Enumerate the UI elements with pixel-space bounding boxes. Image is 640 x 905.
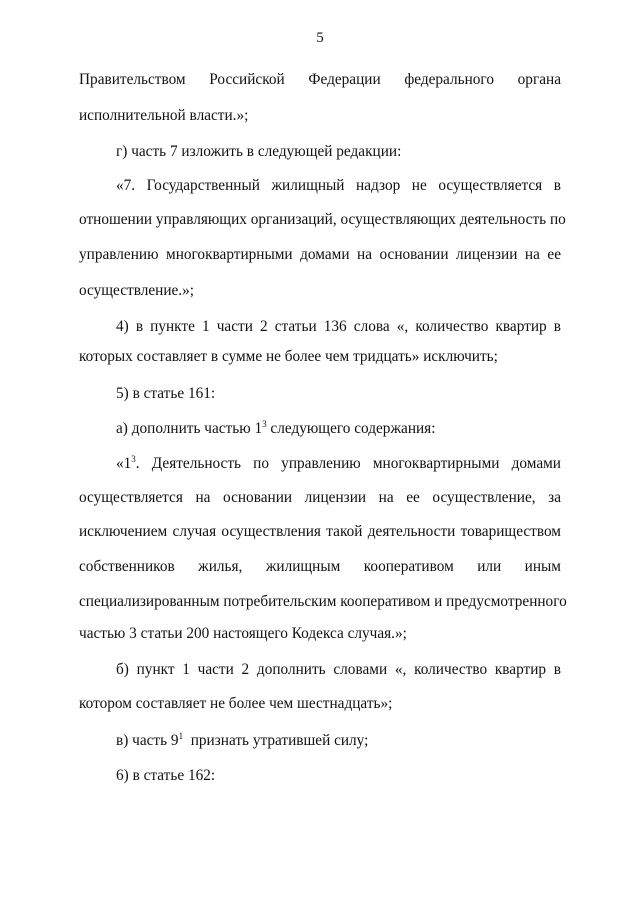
- text-line: котором составляет не более чем шестнадцать»;: [79, 695, 393, 712]
- paragraph-line: 4) в пункте 1 части 2 статьи 136 слова «, количество квартир в: [116, 318, 561, 335]
- superscript: 3: [131, 453, 136, 464]
- text-line: специализированным потребительским кооперативом и предусмотренного: [79, 593, 567, 610]
- text-line: исключением случая осуществления такой деятельности товариществом: [79, 523, 561, 540]
- paragraph-line: [116, 419, 561, 439]
- paragraph-line: 5) в статье 161:: [116, 385, 216, 402]
- superscript: 3: [262, 418, 267, 429]
- paragraph-line: 6) в статье 162:: [116, 767, 216, 784]
- text-line: осуществление.»;: [79, 282, 195, 299]
- text-run: а) дополнить частью 1: [116, 420, 263, 437]
- superscript: 1: [178, 730, 184, 741]
- paragraph-line: б) пункт 1 части 2 дополнить словами «, количество квартир в: [116, 661, 561, 678]
- paragraph-line: [116, 454, 561, 474]
- paragraph-line: «7. Государственный жилищный надзор не осуществляется в: [116, 177, 561, 194]
- text-run: признать утратившей силу;: [183, 732, 369, 749]
- paragraph-line: г) часть 7 изложить в следующей редакции:: [116, 143, 402, 160]
- text-run: в) часть 9: [116, 732, 179, 749]
- paragraph-line: [116, 731, 561, 751]
- text-line: исполнительной власти.»;: [79, 107, 249, 124]
- text-run: следующего содержания:: [266, 420, 436, 437]
- text-line: управлению многоквартирными домами на основании лицензии на ее: [79, 246, 561, 263]
- text-line: частью 3 статьи 200 настоящего Кодекса случая.»;: [79, 625, 407, 642]
- text-line: которых составляет в сумме не более чем тридцать» исключить;: [79, 348, 498, 365]
- page-number: 5: [316, 30, 324, 46]
- text-run: . Деятельность по управлению многоквартирными домами: [135, 455, 561, 472]
- text-line: собственников жилья, жилищным кооперативом или иным: [79, 558, 561, 575]
- text-line: отношении управляющих организаций, осуществляющих деятельность по: [79, 211, 566, 228]
- text-line: Правительством Российской Федерации федерального органа: [79, 71, 561, 88]
- text-line: осуществляется на основании лицензии на ее осуществление, за: [79, 489, 561, 506]
- text-run: «1: [116, 455, 132, 472]
